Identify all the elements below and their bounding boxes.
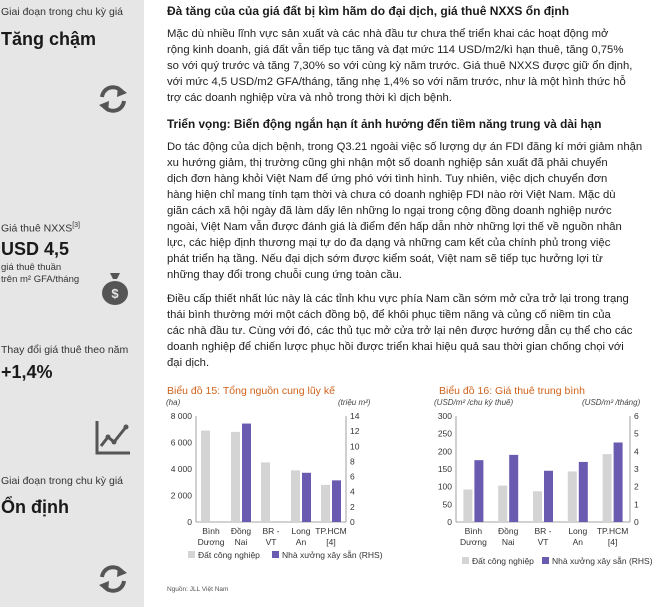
chart-16-title: Biểu đồ 16: Giá thuê trung bình xyxy=(439,385,585,397)
cycle-arrows-icon xyxy=(96,563,130,595)
rent-label: Giá thuê NXXS[3] xyxy=(1,222,80,235)
category-label: Nai xyxy=(501,537,515,547)
bar xyxy=(242,424,251,522)
bar xyxy=(321,485,330,522)
paragraph-1 xyxy=(167,26,649,106)
text-line: với mức 4,5 USD/m2 GFA/tháng, tăng nhẹ 1,4% so với năm trước, như là một hình thức hỗ xyxy=(167,76,626,88)
tick-label-right: 10 xyxy=(350,441,360,452)
text-line: lực, các hiệp định thương mại tự do đa dạng và những cam kết của chính phủ trong việc xyxy=(167,237,611,249)
line-chart-icon xyxy=(94,418,132,456)
tick-label-left: 50 xyxy=(442,499,452,510)
axis-label-right: (USD/m² /tháng) xyxy=(582,398,641,407)
bar xyxy=(231,432,240,522)
text-line: Do tác động của dịch bệnh, trong Q3.21 ngoài việc số lượng dự án FDI đăng kí mới giảm nhận xyxy=(167,141,643,153)
tick-label-right: 12 xyxy=(350,426,360,437)
tick-label-left: 200 xyxy=(437,446,452,457)
price-cycle-label: Giai đoạn trong chu kỳ giá xyxy=(1,6,123,18)
change-block xyxy=(0,344,144,383)
tick-label-right: 0 xyxy=(350,517,355,527)
bar xyxy=(474,460,483,522)
tick-label-right: 5 xyxy=(634,428,639,439)
rent-unit-line1: giá thuê thuần xyxy=(1,261,62,273)
chart-15 xyxy=(160,396,405,576)
category-label: VT xyxy=(537,537,549,547)
paragraph-2 xyxy=(167,139,649,283)
text-line: xu hướng giảm, thị trường cũng ghi nhận một số doanh nghiệp sản xuất đã phải chuyển xyxy=(167,157,608,169)
category-label: TP.HCM xyxy=(596,526,629,536)
bar xyxy=(568,471,577,522)
bar xyxy=(533,491,542,522)
bar xyxy=(332,480,341,522)
category-label: Long xyxy=(568,526,588,536)
category-label: [4] xyxy=(607,537,618,547)
category-label: BR - xyxy=(534,526,552,536)
text-line: những thay đổi trong chuỗi cung ứng toàn cầu. xyxy=(167,269,402,281)
bar xyxy=(614,443,623,523)
bar xyxy=(603,454,612,522)
text-line: dịch đơn hàng khỏi Việt Nam để ứng phó với tình hình. Tuy nhiên, việc dịch chuyển đơn xyxy=(167,173,608,185)
category-label: TP.HCM xyxy=(315,526,347,536)
axis-label-left: (USD/m² /chu kỳ thuê) xyxy=(434,398,514,407)
tick-label-right: 2 xyxy=(350,501,355,512)
text-line: rộng kinh doanh, giá đất vẫn tiếp tục tăng và đạt mức 114 USD/m2/kì hạn thuê, tăng 0,75% xyxy=(167,44,624,56)
text-line: Điều cấp thiết nhất lúc này là các tỉnh khu vực phía Nam cần sớm mở cửa trở lại trong trạng xyxy=(167,293,629,305)
tick-label-left: 2 000 xyxy=(170,490,192,501)
category-label: An xyxy=(572,537,584,547)
tick-label-left: 150 xyxy=(437,464,452,474)
source-note: Nguồn: JLL Việt Nam xyxy=(167,586,229,593)
tick-label-right: 14 xyxy=(350,411,360,421)
tick-label-right: 1 xyxy=(634,499,639,510)
tick-label-right: 6 xyxy=(350,471,355,482)
category-label: Đồng xyxy=(230,526,252,536)
category-label: BR - xyxy=(262,526,280,536)
tick-label-left: 6 000 xyxy=(170,437,192,448)
change-value: +1,4% xyxy=(1,362,53,382)
legend-swatch xyxy=(188,551,195,558)
chart-16 xyxy=(432,396,671,576)
legend-swatch xyxy=(542,557,549,564)
bar xyxy=(261,462,270,522)
tick-label-left: 100 xyxy=(437,481,452,492)
bar xyxy=(201,431,210,522)
text-line: hàng hiện chỉ mang tính tạm thời và chưa có doanh nghiệp FDI nào rời Việt Nam. Mặc dù xyxy=(167,189,616,201)
rent-unit-line2: trên m² GFA/tháng xyxy=(1,273,80,285)
tick-label-right: 4 xyxy=(350,486,355,497)
category-label: Nai xyxy=(234,537,248,547)
tick-label-right: 8 xyxy=(350,456,355,467)
paragraph-3 xyxy=(167,291,649,371)
text-line: so với quý trước và tăng 7,30% so với cùng kỳ năm trước. Giá thuê NXXS được giữ ổn định, xyxy=(167,60,633,72)
bar xyxy=(509,455,518,522)
category-label: VT xyxy=(265,537,277,547)
rent-value: USD 4,5 xyxy=(1,238,70,259)
category-label: Bình xyxy=(202,526,220,536)
tick-label-right: 4 xyxy=(634,446,639,457)
text-line: đại dịch. xyxy=(167,357,210,369)
tick-label-right: 2 xyxy=(634,481,639,492)
text-line: phát triển hạ tầng. Nếu đại dịch sớm được kiểm soát, Việt nam sẽ tiếp tục hưởng lợi từ xyxy=(167,253,603,265)
legend-entry: Nhà xưởng xây sẵn (RHS) xyxy=(552,556,653,566)
text-line: doanh nghiệp để chiến lược phục hồi được triển khai hiệu quả sau thời gian chống chọi với xyxy=(167,341,624,353)
category-label: Bình xyxy=(464,526,483,536)
cycle-arrows-icon xyxy=(96,83,130,115)
category-label: [4] xyxy=(326,537,336,547)
category-label: Long xyxy=(291,526,311,536)
change-label: Thay đổi giá thuê theo năm xyxy=(1,344,129,356)
text-line: ngoài, Việt Nam vẫn được đánh giá là điểm đến hấp dẫn nhờ những lợi thế về nguồn nhân xyxy=(167,221,622,233)
bar xyxy=(463,489,472,522)
legend-entry: Nhà xưởng xây sẵn (RHS) xyxy=(282,550,383,560)
bar xyxy=(579,462,588,522)
legend-swatch xyxy=(272,551,279,558)
section-heading: Triển vọng: Biến động ngắn hạn ít ảnh hưởng đến tiềm năng trung và dài hạn xyxy=(167,117,602,131)
category-label: Đồng xyxy=(498,526,519,536)
axis-label-right: (triệu m²) xyxy=(338,398,371,407)
legend-entry: Đất công nghiệp xyxy=(198,550,260,560)
price-cycle-block-2 xyxy=(0,475,144,518)
section-heading: Đà tăng của của giá đất bị kìm hãm do đại dịch, giá thuê NXXS ổn định xyxy=(167,4,570,18)
bar xyxy=(302,473,311,522)
price-cycle-value: Ổn định xyxy=(1,497,69,517)
legend-entry: Đất công nghiệp xyxy=(472,556,534,566)
category-label: Dương xyxy=(197,537,225,547)
tick-label-left: 4 000 xyxy=(170,464,192,474)
svg-text:$: $ xyxy=(111,286,119,301)
bar xyxy=(498,486,507,522)
tick-label-left: 8 000 xyxy=(170,411,192,421)
tick-label-right: 0 xyxy=(634,517,639,527)
money-bag-icon xyxy=(99,270,131,306)
text-line: giãn cách xã hội ngày đã làm dấy lên những lo ngại trong cộng đồng doanh nghiệp nước xyxy=(167,205,612,217)
bar xyxy=(291,470,300,522)
axis-label-left: (ha) xyxy=(166,398,181,407)
tick-label-right: 6 xyxy=(634,411,639,421)
text-line: thái bình thường mới một cách đồng bộ, để khôi phục tiềm năng và củng cố niềm tin của xyxy=(167,309,611,321)
category-label: Dương xyxy=(459,537,487,547)
price-cycle-value: Tăng chậm xyxy=(1,29,97,49)
chart-15-title: Biểu đồ 15: Tổng nguồn cung lũy kế xyxy=(167,385,335,397)
text-line: trợ các doanh nghiệp vừa và nhỏ trong thời kì dịch bệnh. xyxy=(167,92,452,104)
sidebar xyxy=(0,0,144,607)
text-line: các nhà đầu tư. Cùng với đó, các thủ tục mở cửa trở lại nên được hướng dẫn cụ thể cho các xyxy=(167,325,633,337)
category-label: An xyxy=(295,537,307,547)
tick-label-left: 300 xyxy=(437,411,452,421)
text-line: Mặc dù nhiều lĩnh vực sản xuất và các nhà đầu tư chưa thể triển khai các hoạt động mở xyxy=(167,28,609,40)
legend-swatch xyxy=(462,557,469,564)
price-cycle-block-1 xyxy=(0,6,144,50)
tick-label-left: 250 xyxy=(437,428,452,439)
price-cycle-label: Giai đoạn trong chu kỳ giá xyxy=(1,475,123,487)
bar xyxy=(544,471,553,522)
tick-label-left: 0 xyxy=(187,517,192,527)
tick-label-right: 3 xyxy=(634,464,639,474)
tick-label-left: 0 xyxy=(447,517,452,527)
